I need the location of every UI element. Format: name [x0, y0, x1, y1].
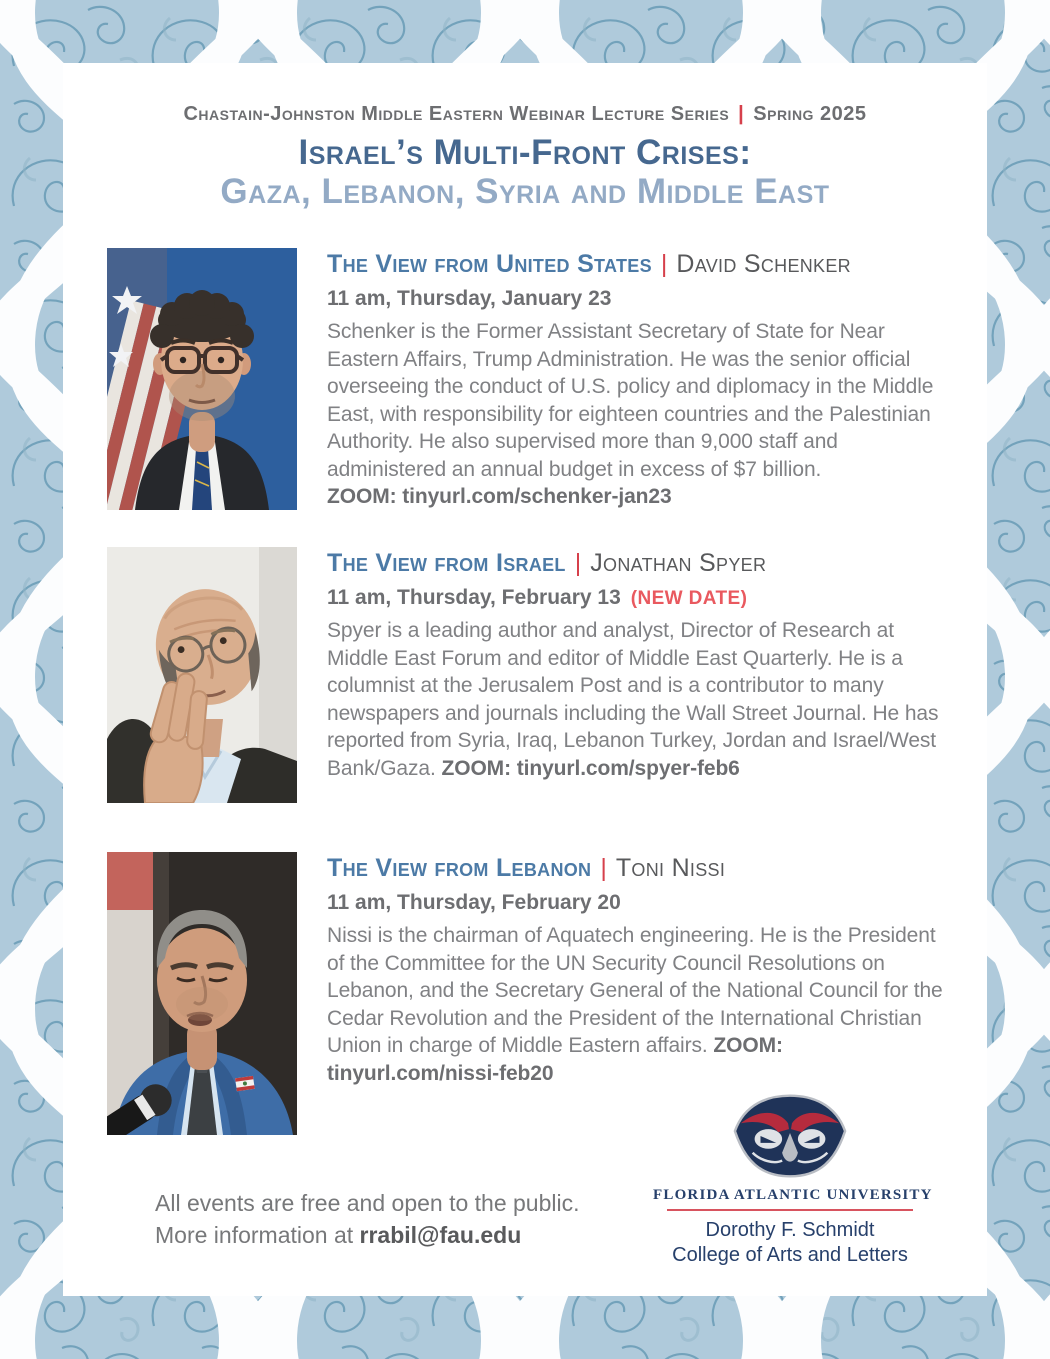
speaker-bio: Spyer is a leading author and analyst, Director of Research at Middle East Forum and editor of Middle East Quarterly. He is a columnist at the Jerusalem Post and is a contributor to many newspapers and journals including the Wall Street Journal. He has reported from Syria, Iraq, Lebanon Turkey, Jordan and Israel/West Bank/Gaza. ZOOM: tinyurl.com/spyer-feb6: [327, 619, 939, 780]
speaker-section-spyer: [107, 547, 943, 803]
speaker-bio: Nissi is the chairman of Aquatech engineering. He is the President of the Committee for the UN Security Council Resolutions on Lebanon, and the Secretary General of the National Council for the Cedar Revolution and the President of the International Christian Union in charge of Middle Eastern affairs. ZOOM: tinyurl.com/nissi-feb20: [327, 924, 943, 1085]
page-title-line2: Gaza, Lebanon, Syria and Middle East: [220, 172, 830, 211]
fau-owl-icon: [731, 1091, 849, 1181]
series-eyebrow: [63, 103, 987, 126]
zoom-label: ZOOM:: [713, 1034, 783, 1057]
speaker-photo-nissi: [107, 852, 297, 1135]
lebanon-flag-pin-icon: [235, 1076, 255, 1091]
fau-wordmark: FLORIDA ATLANTIC UNIVERSITY: [653, 1187, 933, 1203]
talk-title-line: [327, 549, 943, 578]
zoom-link[interactable]: tinyurl.com/spyer-feb6: [516, 756, 740, 780]
speaker-name: Jonathan Spyer: [590, 549, 767, 577]
zoom-line: [441, 757, 739, 780]
talk-title: The View from Israel: [327, 549, 566, 577]
fau-college-line2: College of Arts and Letters: [672, 1244, 908, 1266]
talk-title: The View from United States: [327, 250, 652, 278]
zoom-link[interactable]: tinyurl.com/nissi-feb20: [327, 1061, 554, 1085]
zoom-line: [327, 483, 943, 511]
zoom-link[interactable]: tinyurl.com/schenker-jan23: [402, 485, 672, 508]
event-datetime: 11 am, Thursday, February 13 (NEW DATE): [327, 586, 748, 609]
spyer-portrait-illustration: [107, 547, 297, 803]
talk-title-line: [327, 854, 943, 883]
speaker-name: Toni Nissi: [615, 854, 726, 882]
zoom-label: ZOOM:: [441, 756, 511, 780]
fau-red-rule: [667, 1209, 913, 1211]
talk-title-line: [327, 250, 943, 279]
title-separator: |: [600, 854, 607, 882]
email-link[interactable]: rrabil@fau.edu: [359, 1222, 522, 1248]
footer-line1: All events are free and open to the public.: [155, 1190, 580, 1216]
speaker-photo-schenker: [107, 248, 297, 510]
title-separator: |: [660, 250, 668, 278]
new-date-badge: (NEW DATE): [630, 588, 748, 609]
fau-logo-block: [653, 1091, 933, 1268]
talk-title: The View from Lebanon: [327, 854, 592, 882]
speaker-photo-spyer: [107, 547, 297, 803]
title-separator: |: [574, 549, 582, 577]
event-datetime: 11 am, Thursday, February 20: [327, 891, 621, 914]
fau-college-line1: Dorothy F. Schmidt: [705, 1219, 875, 1241]
page-title-line1: Israel’s Multi-Front Crises:: [298, 133, 752, 172]
eyebrow-separator: |: [738, 103, 745, 125]
speaker-bio: Schenker is the Former Assistant Secretary of State for Near Eastern Affairs, Trump Administration. He was the senior official overseeing the conduct of U.S. policy and diplomacy in the Middle East, with responsibility for eighteen countries and the Palestinian Authority. He also supervised more than 9,000 staff and administered an annual budget in excess of $7 billion. ZOOM: tinyurl.com/schenker-jan23: [327, 318, 943, 511]
zoom-label: ZOOM:: [327, 485, 397, 508]
speaker-text-nissi: [327, 852, 943, 1087]
speaker-name: David Schenker: [676, 250, 851, 278]
speaker-text-schenker: [327, 248, 943, 511]
schenker-portrait-illustration: [107, 248, 297, 510]
footer-info: [155, 1187, 580, 1251]
speaker-text-spyer: [327, 547, 943, 782]
flyer-card: [63, 63, 987, 1296]
series-term: Spring 2025: [753, 103, 867, 125]
footer-line2: More information at rrabil@fau.edu: [155, 1222, 522, 1248]
event-datetime: 11 am, Thursday, January 23: [327, 287, 612, 310]
nissi-portrait-illustration: [107, 852, 297, 1135]
series-name: Chastain-Johnston Middle Eastern Webinar Lecture Series: [183, 103, 730, 125]
speaker-section-schenker: [107, 248, 943, 511]
